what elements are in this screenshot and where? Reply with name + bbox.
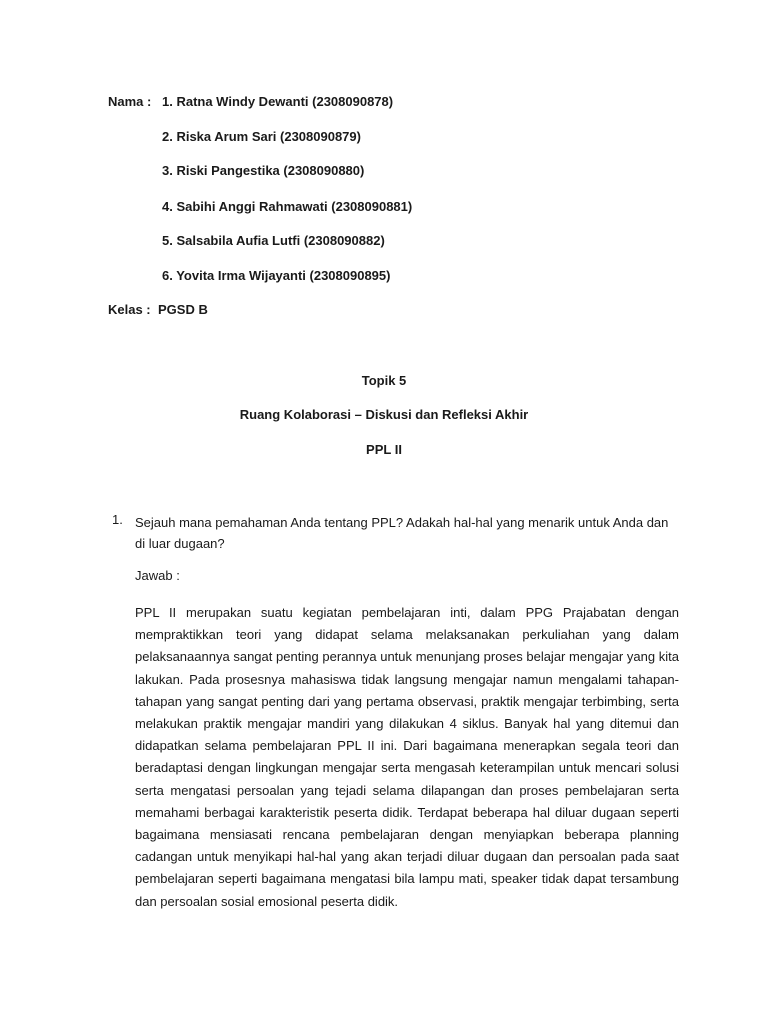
member-1: 1. Ratna Windy Dewanti (2308090878) [162, 94, 394, 109]
class-label: Kelas : [108, 302, 151, 317]
class-value: PGSD B [158, 302, 208, 317]
name-label: Nama : [108, 94, 152, 109]
member-4: 4. Sabihi Anggi Rahmawati (2308090881) [162, 199, 413, 214]
member-2: 2. Riska Arum Sari (2308090879) [162, 129, 361, 144]
member-6: 6. Yovita Irma Wijayanti (2308090895) [162, 268, 391, 283]
course-title: PPL II [366, 442, 402, 457]
question-text: Sejauh mana pemahaman Anda tentang PPL? Adakah hal-hal yang menarik untuk Anda dan di luar dugaan? [135, 515, 669, 551]
member-5: 5. Salsabila Aufia Lutfi (2308090882) [162, 233, 385, 248]
answer-label: Jawab : [135, 568, 180, 583]
answer-paragraph: PPL II merupakan suatu kegiatan pembelajaran inti, dalam PPG Prajabatan dengan mempraktikkan teori yang didapat selama melaksanakan perkuliahan yang dalam pelaksanaannya sangat penting perannya untuk menunjang proses belajar mengajar yang kita lakukan. Pada prosesnya mahasiswa tidak langsung mengajar namun mengalami tahapan-tahapan yang sangat penting dari yang pertama observasi, praktik mengajar terbimbing, serta melakukan praktik mengajar mandiri yang dilakukan 4 siklus. Banyak hal yang ditemui dan didapatkan selama pembelajaran PPL II ini. Dari bagaimana menerapkan segala teori dan beradaptasi dengan lingkungan mengajar serta mengasah keterampilan untuk mencari solusi serta mengatasi persoalan yang tejadi selama dilapangan dan proses pembelajaran serta memahami berbagai karakteristik peserta didik. Terdapat beberapa hal diluar dugaan seperti bagaimana mensiasati rencana pembelajaran dengan menyiapkan beberapa planning cadangan untuk menyikapi hal-hal yang akan terjadi diluar dugaan dan persoalan pada saat pembelajaran seperti bagaimana mengatasi bila lampu mati, speaker tidak dapat tersambung dan persoalan sosial emosional peserta didik. [135, 605, 679, 909]
question-number: 1. [112, 512, 123, 527]
topic-subtitle: Ruang Kolaborasi – Diskusi dan Refleksi Akhir [239, 407, 529, 422]
member-3: 3. Riski Pangestika (2308090880) [162, 163, 365, 178]
topic-title: Topik 5 [361, 373, 407, 388]
